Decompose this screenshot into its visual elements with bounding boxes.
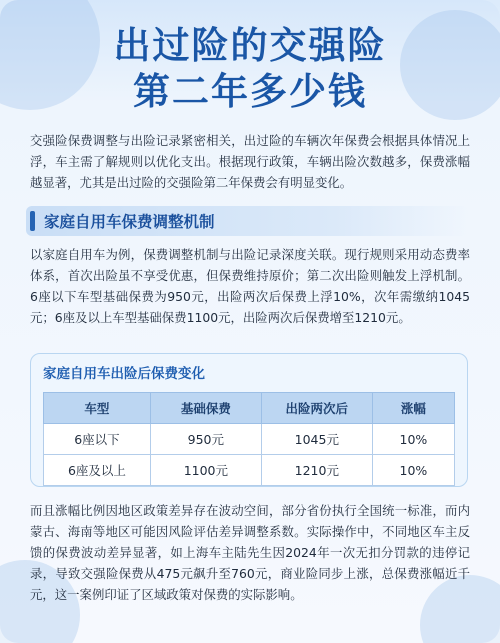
table-cell: 6座及以上 [44, 455, 151, 486]
table-cell: 1210元 [261, 455, 372, 486]
page-title-line1: 出过险的交强险 [113, 24, 387, 67]
table-cell: 950元 [150, 424, 261, 455]
section-accent-bar [30, 211, 35, 231]
intro-paragraph: 交强险保费调整与出险记录紧密相关，出过险的车辆次年保费会根据具体情况上浮，车主需了解规则以优化支出。根据现行政策，车辆出险次数越多，保费涨幅越显著，尤其是出过险的交强险第二年保费会有明显变化。 [30, 133, 470, 190]
column-header: 车型 [44, 393, 151, 424]
section-paragraph: 以家庭自用车为例，保费调整机制与出险记录深度关联。现行规则采用动态费率体系，首次出险虽不享受优惠，但保费维持原价；第二次出险则触发上浮机制。6座以下车型基础保费为950元，出险两次后保费上浮10%，次年需缴纳1045元；6座及以上车型基础保费1100元，出险两次后保费增至1210元。 [30, 247, 470, 325]
table-cell: 10% [372, 455, 454, 486]
fee-table [43, 392, 455, 486]
page-title-line2: 第二年多少钱 [133, 70, 367, 113]
section-title: 家庭自用车保费调整机制 [44, 213, 215, 231]
table-header-row [44, 393, 455, 424]
table-cell: 1045元 [261, 424, 372, 455]
closing-paragraph: 而且涨幅比例因地区政策差异存在波动空间，部分省份执行全国统一标准，而内蒙古、海南等地区可能因风险评估差异调整系数。实际操作中，不同地区车主反馈的保费波动差异显著，如上海车主陆先生因2024年一次无扣分罚款的违停记录，导致交强险保费从475元飙升至760元，商业险同步上涨，总保费涨幅近千元，这一案例印证了区域政策对保费的实际影响。 [30, 503, 470, 602]
table-row [44, 424, 455, 455]
fee-table-title: 家庭自用车出险后保费变化 [43, 366, 205, 382]
table-cell: 1100元 [150, 455, 261, 486]
table-cell: 10% [372, 424, 454, 455]
column-header: 出险两次后 [261, 393, 372, 424]
section-header [26, 206, 468, 236]
table-cell: 6座以下 [44, 424, 151, 455]
column-header: 基础保费 [150, 393, 261, 424]
table-row [44, 455, 455, 486]
fee-table-card [30, 353, 468, 487]
column-header: 涨幅 [372, 393, 454, 424]
